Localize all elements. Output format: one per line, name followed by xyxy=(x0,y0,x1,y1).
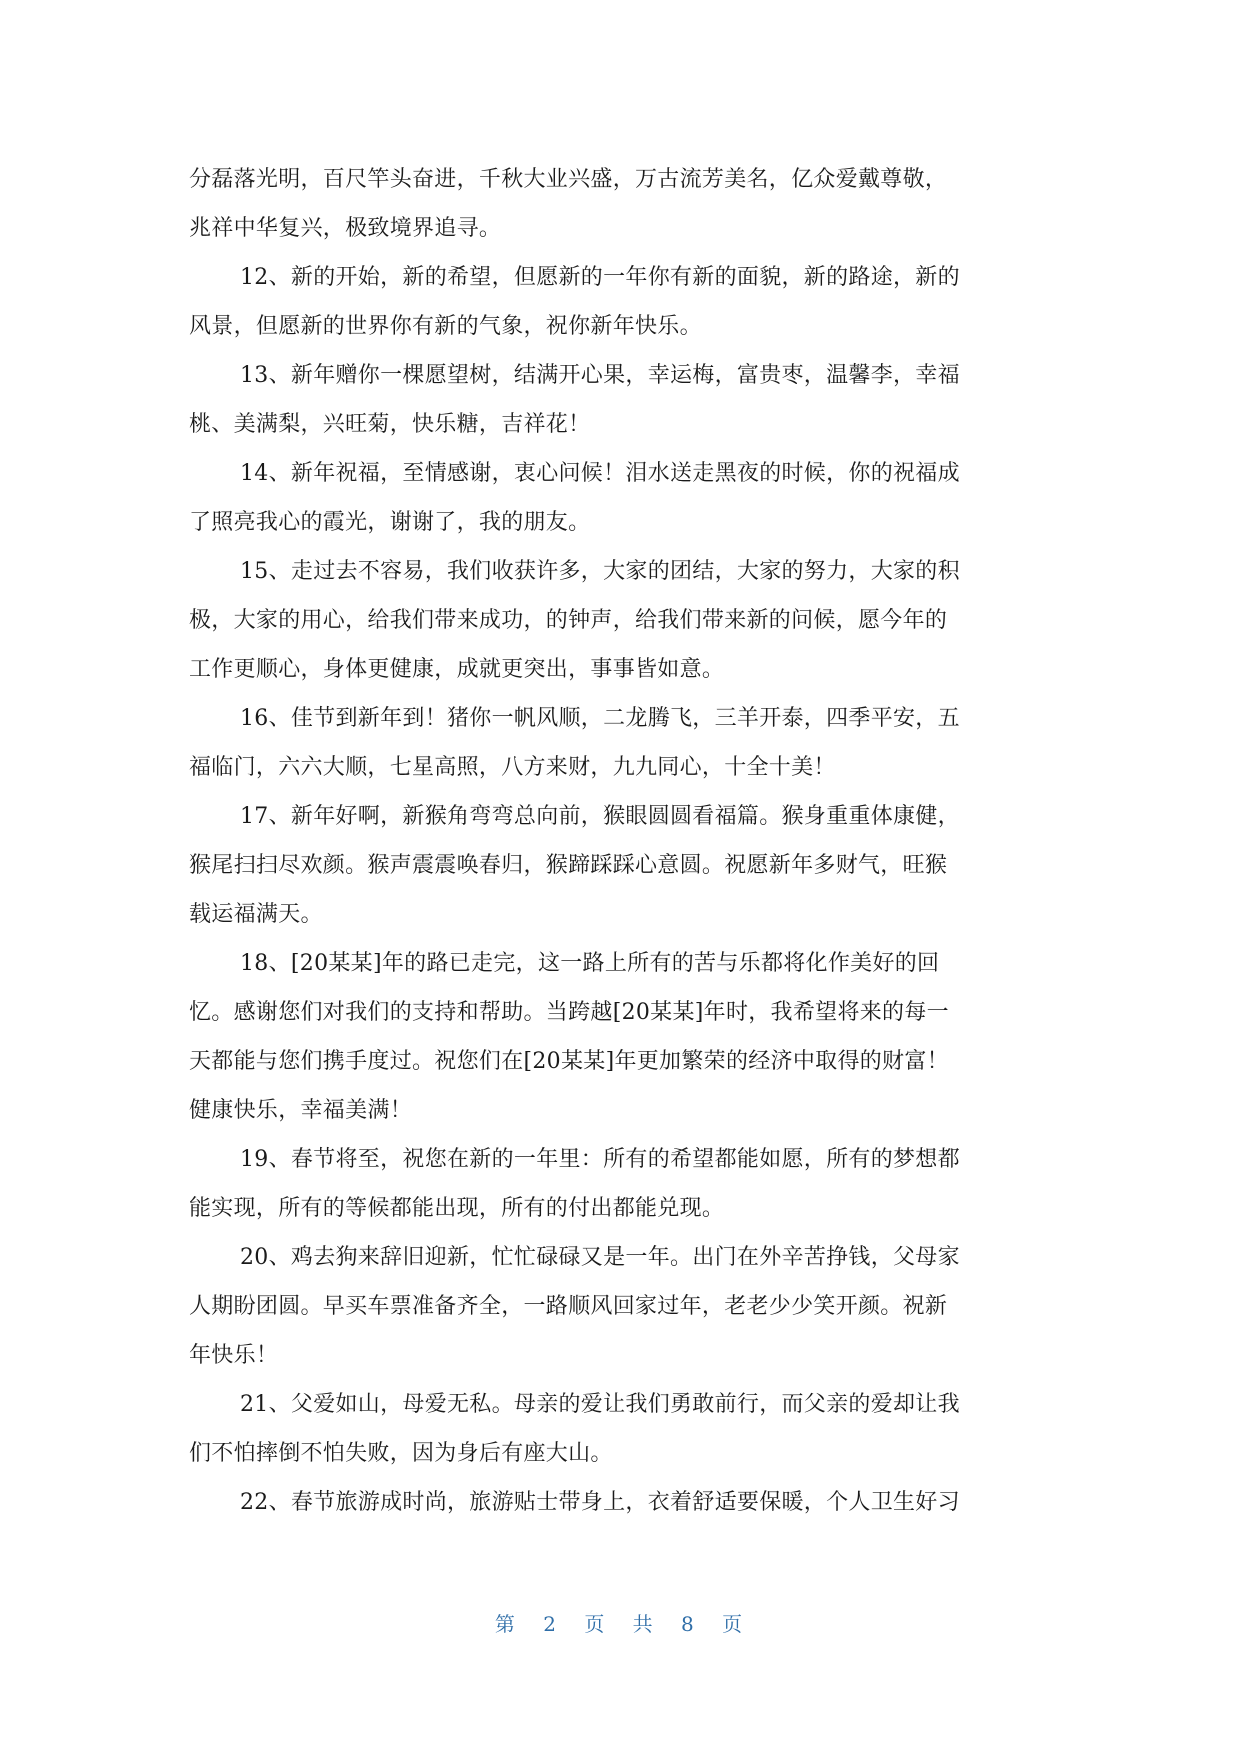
text-line: 13、新年赠你一棵愿望树，结满开心果，幸运梅，富贵枣，温馨李，幸福 xyxy=(240,363,960,388)
text-line: 17、新年好啊，新猴角弯弯总向前，猴眼圆圆看福篇。猴身重重体康健， xyxy=(240,804,960,829)
text-line: 极，大家的用心，给我们带来成功，的钟声，给我们带来新的问候，愿今年的 xyxy=(189,608,948,633)
text-line: 风景，但愿新的世界你有新的气象，祝你新年快乐。 xyxy=(189,314,702,339)
text-line: 18、[20某某]年的路已走完，这一路上所有的苦与乐都将化作美好的回 xyxy=(240,951,940,976)
text-line: 载运福满天。 xyxy=(189,902,323,927)
text-line: 们不怕摔倒不怕失败，因为身后有座大山。 xyxy=(189,1441,613,1466)
text-line: 21、父爱如山，母爱无私。母亲的爱让我们勇敢前行，而父亲的爱却让我 xyxy=(240,1392,960,1417)
text-line: 分磊落光明，百尺竿头奋进，千秋大业兴盛，万古流芳美名，亿众爱戴尊敬， xyxy=(189,167,948,192)
text-line: 16、佳节到新年到！猪你一帆风顺，二龙腾飞，三羊开泰，四季平安，五 xyxy=(240,706,960,731)
text-line: 工作更顺心，身体更健康，成就更突出，事事皆如意。 xyxy=(189,657,725,682)
text-line: 天都能与您们携手度过。祝您们在[20某某]年更加繁荣的经济中取得的财富！ xyxy=(189,1049,949,1074)
text-line: 能实现，所有的等候都能出现，所有的付出都能兑现。 xyxy=(189,1196,725,1221)
text-line: 福临门，六六大顺，七星高照，八方来财，九九同心，十全十美！ xyxy=(189,755,836,780)
body-text xyxy=(189,155,1049,1527)
text-line: 15、走过去不容易，我们收获许多，大家的团结，大家的努力，大家的积 xyxy=(240,559,960,584)
text-line: 19、春节将至，祝您在新的一年里：所有的希望都能如愿，所有的梦想都 xyxy=(240,1147,960,1172)
page-number-footer: 第 2 页 共 8 页 xyxy=(494,1612,747,1636)
text-line: 桃、美满梨，兴旺菊，快乐糖，吉祥花！ xyxy=(189,412,591,437)
text-line: 兆祥中华复兴，极致境界追寻。 xyxy=(189,216,502,241)
text-line: 忆。感谢您们对我们的支持和帮助。当跨越[20某某]年时，我希望将来的每一 xyxy=(189,1000,949,1025)
text-line: 人期盼团圆。早买车票准备齐全，一路顺风回家过年，老老少少笑开颜。祝新 xyxy=(189,1294,948,1319)
text-line: 了照亮我心的霞光，谢谢了，我的朋友。 xyxy=(189,510,591,535)
text-line: 12、新的开始，新的希望，但愿新的一年你有新的面貌，新的路途，新的 xyxy=(240,265,960,290)
text-line: 22、春节旅游成时尚，旅游贴士带身上，衣着舒适要保暖，个人卫生好习 xyxy=(240,1490,960,1515)
text-line: 健康快乐，幸福美满！ xyxy=(189,1098,413,1123)
text-line: 20、鸡去狗来辞旧迎新，忙忙碌碌又是一年。出门在外辛苦挣钱，父母家 xyxy=(240,1245,960,1270)
text-line: 14、新年祝福，至情感谢，衷心问候！泪水送走黑夜的时候，你的祝福成 xyxy=(240,461,960,486)
text-line: 年快乐！ xyxy=(189,1343,279,1368)
text-line: 猴尾扫扫尽欢颜。猴声震震唤春归，猴蹄踩踩心意圆。祝愿新年多财气，旺猴 xyxy=(189,853,948,878)
